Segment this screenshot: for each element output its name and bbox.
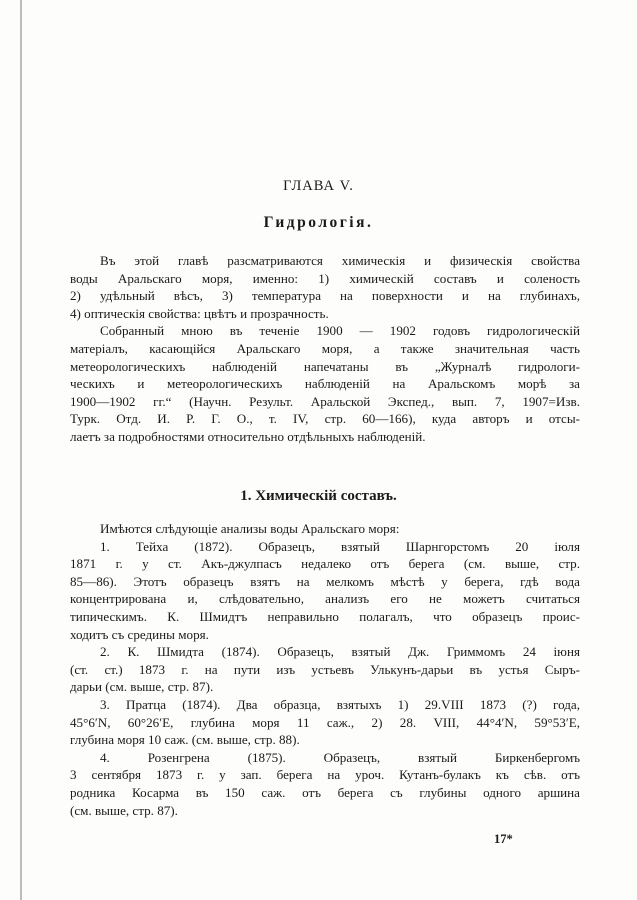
text-line: матеріалъ, касающійся Аральскаго моря, а также значительная часть bbox=[70, 340, 580, 356]
text-line: воды Аральскаго моря, именно: 1) химическій составъ и соленость bbox=[70, 270, 580, 286]
text-line: 2. К. Шмидта (1874). Образецъ, взятый Дж. Гриммомъ 24 іюня bbox=[100, 644, 580, 660]
subsection-heading: 1. Химическій составъ. bbox=[240, 488, 397, 504]
intro-paragraphs bbox=[70, 252, 580, 446]
text-line: Собранный мною въ теченіе 1900 — 1902 годовъ гидрологическій bbox=[100, 323, 580, 339]
section-heading: Гидрологія. bbox=[263, 214, 374, 231]
text-line: 3 сентября 1873 г. у зап. берега на уроч. Кутанъ-булакъ къ сѣв. отъ bbox=[70, 767, 580, 783]
analyses-list bbox=[70, 520, 580, 819]
text-line: ческихъ и метеорологическихъ наблюденій на Аральскомъ морѣ за bbox=[70, 376, 580, 392]
text-line: Имѣются слѣдующіе анализы воды Аральскаго моря: bbox=[100, 521, 400, 536]
page-number: 17* bbox=[494, 832, 513, 846]
text-line: 1. Тейха (1872). Образецъ, взятый Шарнгорстомъ 20 іюля bbox=[100, 538, 580, 554]
text-line: метеорологическихъ наблюденій напечатаны въ „Журналѣ гидрологи- bbox=[70, 358, 580, 374]
text-line: концентрирована и, слѣдовательно, анализъ его не можетъ считаться bbox=[70, 591, 580, 607]
text-line: родника Косарма въ 150 саж. отъ берега съ глубины одного аршина bbox=[70, 784, 580, 800]
text-line: глубина моря 10 саж. (см. выше, стр. 88). bbox=[70, 732, 300, 748]
text-line: Турк. Отд. И. Р. Г. О., т. IV, стр. 60—166), куда авторъ и отсы- bbox=[70, 411, 580, 427]
text-line: 1900—1902 гг.“ (Научн. Результ. Аральской Экспед., вып. 7, 1907=Изв. bbox=[70, 393, 580, 409]
text-line: дарьи (см. выше, стр. 87). bbox=[70, 679, 214, 695]
text-line: 4. Розенгрена (1875). Образецъ, взятый Биркенбергомъ bbox=[100, 749, 580, 765]
text-line: 85—86). Этотъ образецъ взятъ на мелкомъ мѣстѣ у берега, гдѣ вода bbox=[70, 573, 580, 589]
text-line: ходитъ съ средины моря. bbox=[70, 626, 209, 642]
text-line: 3. Пратца (1874). Два образца, взятыхъ 1) 29.VIII 1873 (?) года, bbox=[100, 696, 580, 712]
text-line: Въ этой главѣ разсматриваются химическія и физическія свойства bbox=[100, 253, 580, 268]
text-line: (ст. ст.) 1873 г. на пути изъ устьевъ Улькунъ-дарьи въ устья Сыръ- bbox=[70, 661, 580, 677]
chapter-heading: ГЛАВА V. bbox=[283, 178, 354, 194]
text-line: 1871 г. у ст. Акъ-джулпасъ недалеко отъ берега (см. выше, стр. bbox=[70, 556, 580, 572]
page-edge-rule bbox=[20, 0, 22, 900]
text-line: лаетъ за подробностями относительно отдѣльныхъ наблюденій. bbox=[70, 428, 426, 444]
text-line: 45°6′N, 60°26′E, глубина моря 11 саж., 2) 28. VIII, 44°4′N, 59°53′E, bbox=[70, 714, 580, 730]
text-line: 4) оптическія свойства: цвѣтъ и прозрачность. bbox=[70, 305, 329, 321]
text-line: 2) удѣльный вѣсъ, 3) температура на поверхности и на глубинахъ, bbox=[70, 288, 580, 304]
text-line: (см. выше, стр. 87). bbox=[70, 802, 178, 818]
text-line: типическимъ. К. Шмидтъ неправильно полагалъ, что образецъ проис- bbox=[70, 608, 580, 624]
